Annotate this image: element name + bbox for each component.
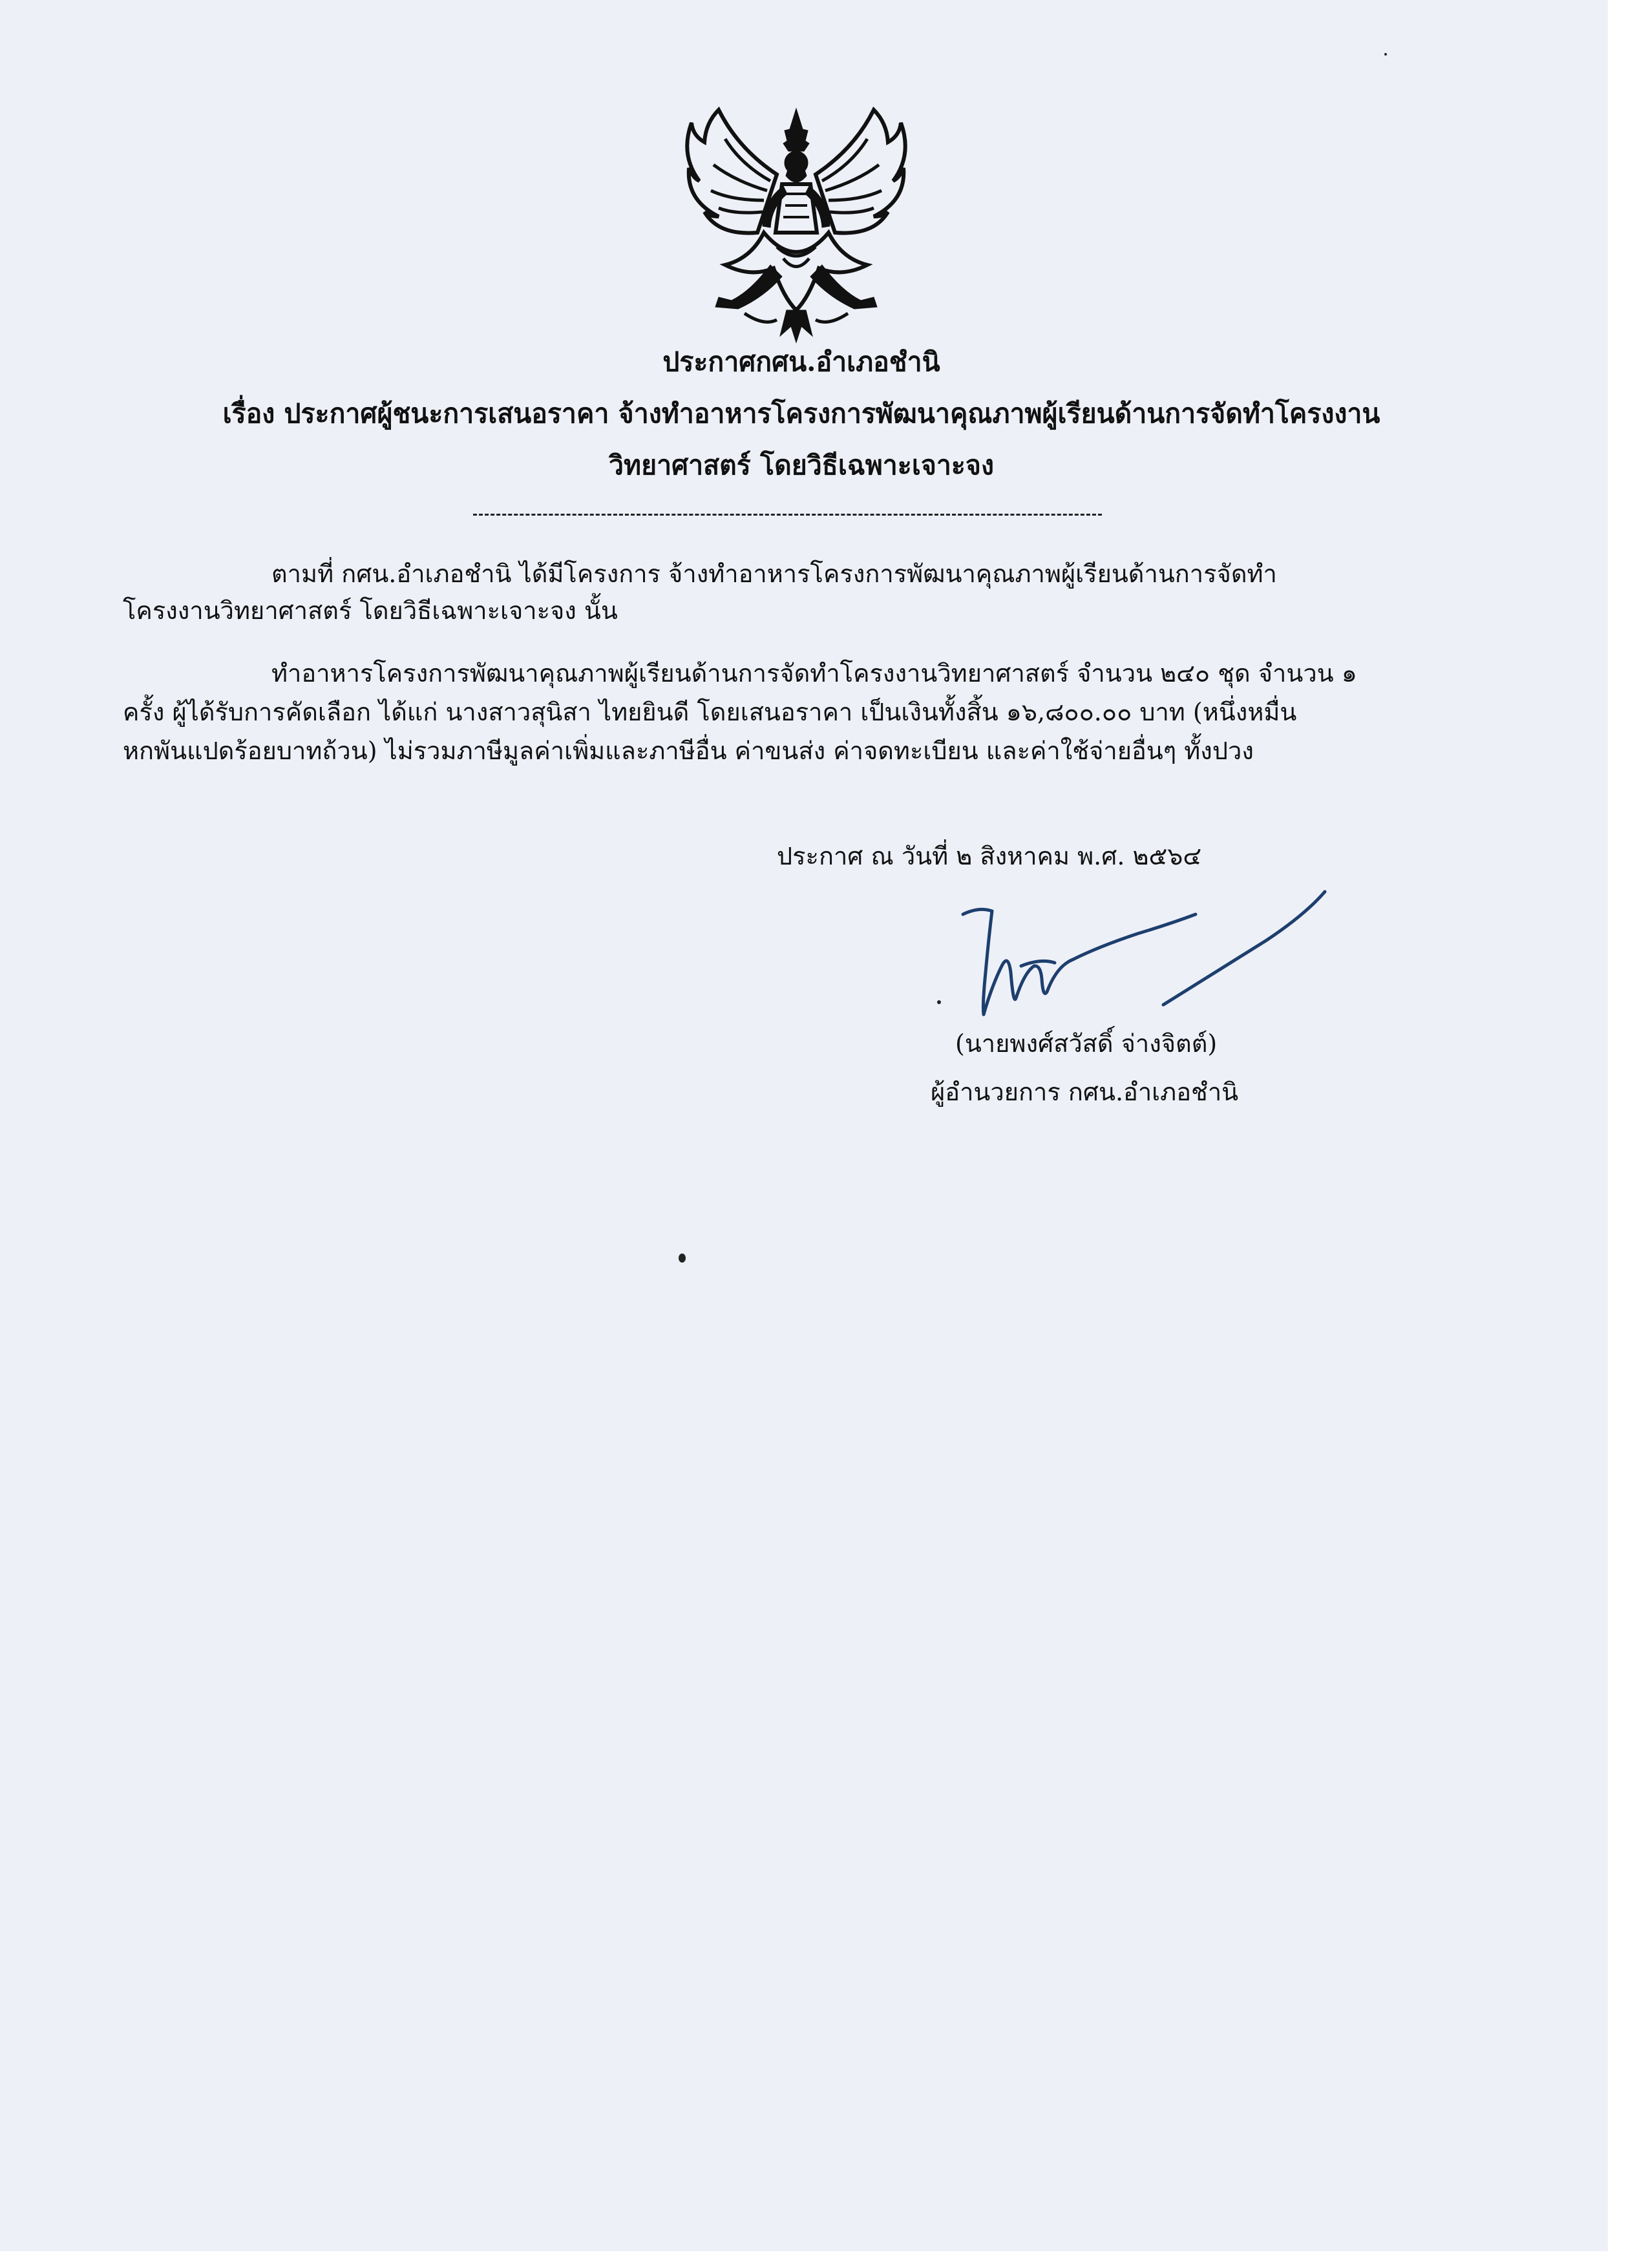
body-paragraph-2-line-1: ทำอาหารโครงการพัฒนาคุณภาพผู้เรียนด้านการจัดทำโครงงานวิทยาศาสตร์ จำนวน ๒๔๐ ชุด จำนวน ๑ xyxy=(271,659,1357,688)
header-divider xyxy=(473,514,1102,516)
signature-image xyxy=(944,876,1344,1037)
signatory-name: (นายพงศ์สวัสดิ์ จ่างจิตต์) xyxy=(955,1029,1218,1058)
garuda-emblem-icon xyxy=(680,103,913,346)
scan-margin-bottom xyxy=(0,2251,1648,2268)
scan-speck xyxy=(937,1000,941,1004)
scan-margin xyxy=(1608,0,1648,2268)
body-paragraph-2-line-2: ครั้ง ผู้ได้รับการคัดเลือก ได้แก่ นางสาวสุนิสา ไทยยินดี โดยเสนอราคา เป็นเงินทั้งสิ้น ๑๖,๘๐๐.๐๐ บาท (หนึ่งหมื่น xyxy=(123,698,1297,726)
body-paragraph-2-line-3: หกพันแปดร้อยบาทถ้วน) ไม่รวมภาษีมูลค่าเพิ่มและภาษีอื่น ค่าขนส่ง ค่าจดทะเบียน และค่าใช้จ่ายอื่นๆ ทั้งปวง xyxy=(123,737,1254,765)
body-paragraph-1-line-1: ตามที่ กศน.อำเภอชำนิ ได้มีโครงการ จ้างทำอาหารโครงการพัฒนาคุณภาพผู้เรียนด้านการจัดทำ xyxy=(271,560,1277,588)
announcement-title: ประกาศกศน.อำเภอชำนิ xyxy=(662,346,940,377)
announcement-subject-cont: วิทยาศาสตร์ โดยวิธีเฉพาะเจาะจง xyxy=(609,450,994,481)
signatory-position: ผู้อำนวยการ กศน.อำเภอชำนิ xyxy=(931,1078,1239,1106)
announcement-subject: เรื่อง ประกาศผู้ชนะการเสนอราคา จ้างทำอาหารโครงการพัฒนาคุณภาพผู้เรียนด้านการจัดทำโครงงาน xyxy=(222,398,1380,429)
announcement-date: ประกาศ ณ วันที่ ๒ สิงหาคม พ.ศ. ๒๕๖๔ xyxy=(777,842,1202,870)
scan-speck xyxy=(679,1254,686,1263)
scan-speck xyxy=(1384,53,1387,56)
body-paragraph-1-line-2: โครงงานวิทยาศาสตร์ โดยวิธีเฉพาะเจาะจง นั้น xyxy=(123,596,618,625)
